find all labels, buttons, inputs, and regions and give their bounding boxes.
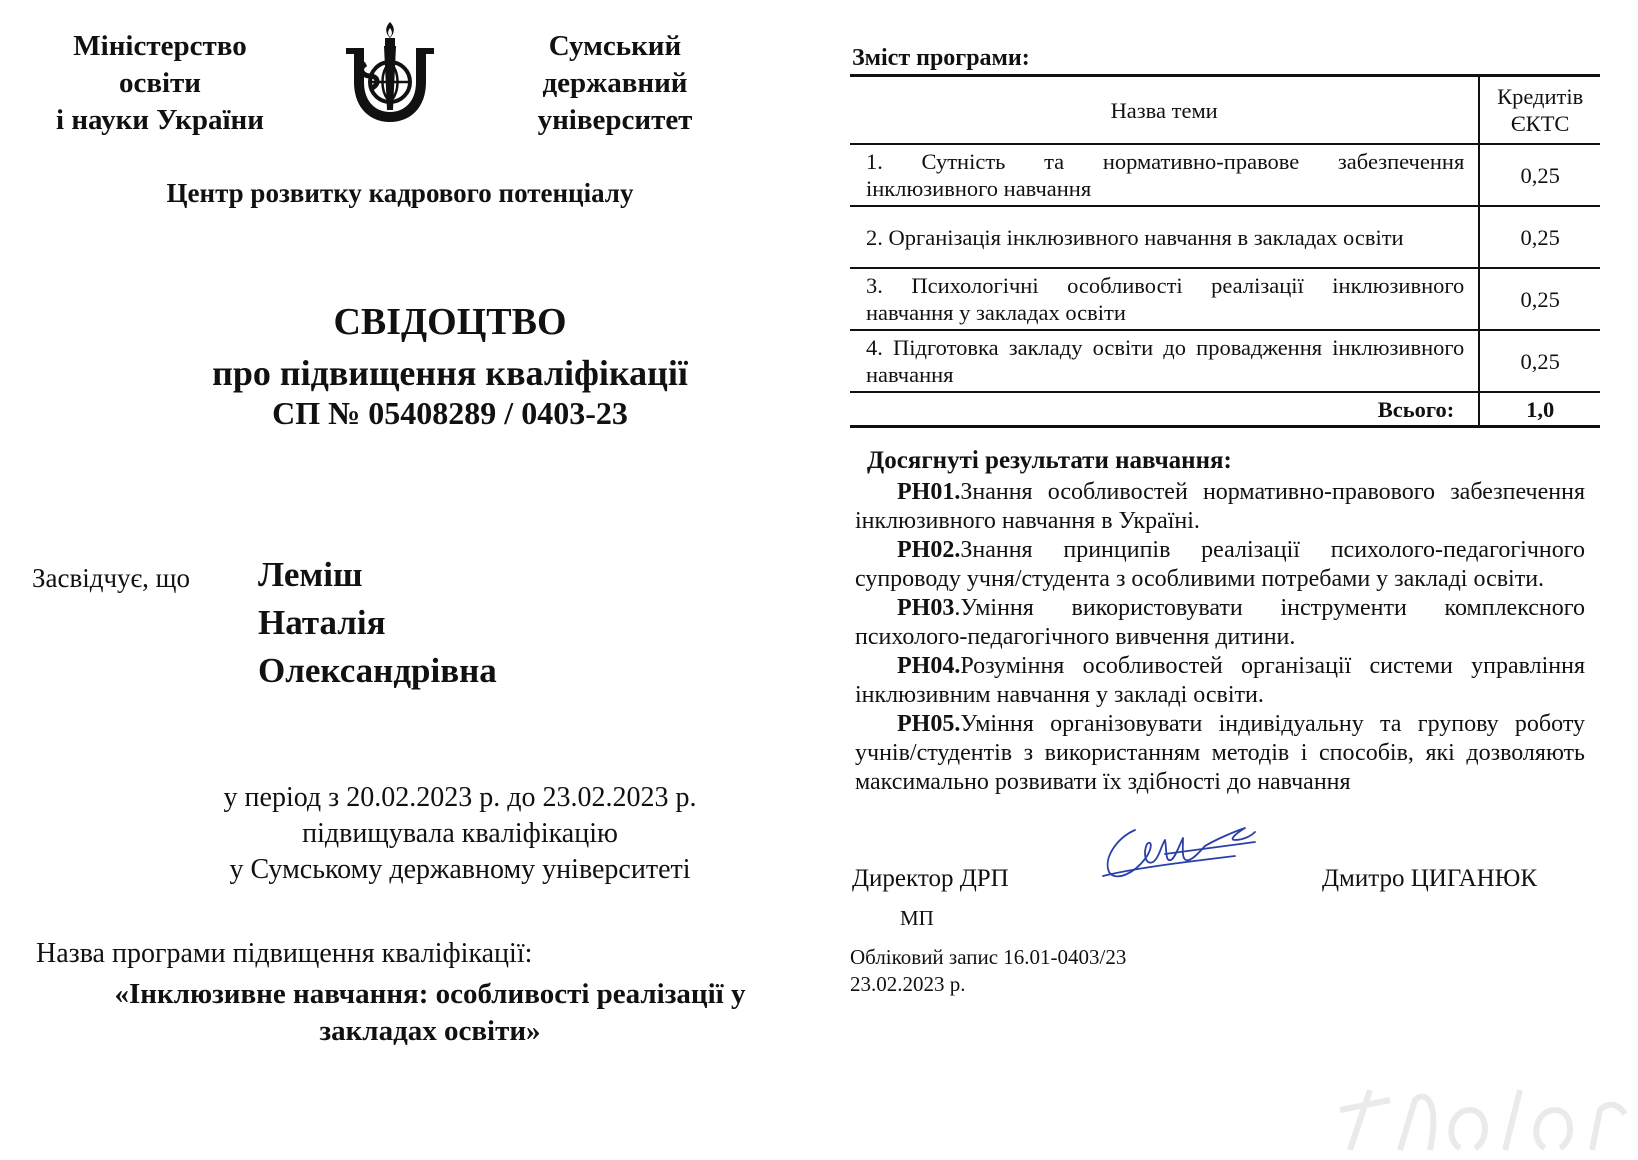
result-code: РН02. bbox=[897, 537, 961, 563]
topic-cell: 1. Сутність та нормативно-правове забезпечення інклюзивного навчання bbox=[850, 144, 1479, 206]
sumdu-torch-logo-icon bbox=[340, 18, 440, 130]
certifies-label: Засвідчує, що bbox=[32, 563, 190, 593]
record-line: Обліковий запис 16.01-0403/23 bbox=[850, 945, 1127, 969]
faint-watermark bbox=[1330, 1070, 1630, 1160]
handwritten-signature bbox=[1095, 810, 1265, 890]
result-code: РН04. bbox=[897, 653, 961, 679]
result-text: Уміння організовувати індивідуальну та групову роботу учнів/студентів з використанням методів і способів, які дозволяють максимально розвивати їх здібності до навчання bbox=[855, 711, 1585, 795]
credits-cell: 0,25 bbox=[1479, 268, 1600, 330]
ministry-name bbox=[30, 28, 290, 139]
column-header-credits bbox=[1479, 76, 1600, 145]
ministry-line: освіти bbox=[118, 67, 202, 99]
university-line: університет bbox=[537, 104, 693, 136]
credits-cell: 0,25 bbox=[1479, 144, 1600, 206]
table-row bbox=[850, 330, 1600, 392]
record-line: 23.02.2023 р. bbox=[850, 972, 966, 996]
university-name bbox=[505, 28, 725, 139]
seal-mark: МП bbox=[900, 906, 934, 930]
results-list bbox=[855, 478, 1585, 797]
result-text: Розуміння особливостей організації системи управління інклюзивним навчання у закладі освіти. bbox=[855, 653, 1585, 708]
program-name-label: Назва програми підвищення кваліфікації: bbox=[36, 938, 533, 969]
holder-first-name: Наталія bbox=[258, 603, 386, 642]
result-code: РН03 bbox=[897, 595, 955, 621]
program-content-label: Зміст програми: bbox=[852, 45, 1030, 71]
holder-surname: Леміш bbox=[258, 555, 363, 594]
university-line: Сумський bbox=[548, 30, 682, 62]
table-row bbox=[850, 144, 1600, 206]
director-name: Дмитро ЦИГАНЮК bbox=[1322, 865, 1538, 892]
total-label: Всього: bbox=[850, 392, 1479, 427]
holder-patronymic: Олександрівна bbox=[258, 651, 497, 690]
period-line: у період з 20.02.2023 р. до 23.02.2023 р. bbox=[223, 782, 697, 813]
result-item bbox=[855, 478, 1585, 536]
program-title-line: закладах освіти» bbox=[319, 1015, 541, 1047]
table-row bbox=[850, 206, 1600, 268]
registration-record bbox=[850, 944, 1126, 998]
credits-header-text: Кредитів ЄКТС bbox=[1497, 84, 1584, 136]
result-code: РН01. bbox=[897, 479, 961, 505]
result-item bbox=[855, 652, 1585, 710]
result-item bbox=[855, 710, 1585, 797]
topic-cell: 4. Підготовка закладу освіти до провадження інклюзивного навчання bbox=[850, 330, 1479, 392]
program-title-line: «Інклюзивне навчання: особливості реалізації у bbox=[114, 978, 746, 1010]
table-row bbox=[850, 268, 1600, 330]
university-line: державний bbox=[542, 67, 688, 99]
credits-cell: 0,25 bbox=[1479, 206, 1600, 268]
table-header-row bbox=[850, 76, 1600, 145]
result-item bbox=[855, 594, 1585, 652]
topic-cell: 3. Психологічні особливості реалізації інклюзивного навчання у закладах освіти bbox=[850, 268, 1479, 330]
program-content-table bbox=[850, 74, 1600, 428]
certificate-subtitle: про підвищення кваліфікації bbox=[212, 353, 688, 393]
result-text: Знання особливостей нормативно-правового забезпечення інклюзивного навчання в Україні. bbox=[855, 479, 1585, 534]
result-code: РН05. bbox=[897, 711, 961, 737]
certificate-title: СВІДОЦТВО bbox=[333, 301, 567, 343]
credits-cell: 0,25 bbox=[1479, 330, 1600, 392]
certificate-number: СП № 05408289 / 0403-23 bbox=[272, 395, 628, 431]
topic-cell: 2. Організація інклюзивного навчання в закладах освіти bbox=[850, 206, 1479, 268]
period-line: у Сумському державному університеті bbox=[229, 854, 691, 885]
director-label: Директор ДРП bbox=[852, 865, 1009, 892]
total-value: 1,0 bbox=[1479, 392, 1600, 427]
results-label: Досягнуті результати навчання: bbox=[867, 447, 1232, 474]
result-text: .Уміння використовувати інструменти комплексного психолого-педагогічного вивчення дитини. bbox=[855, 595, 1585, 650]
centre-name: Центр розвитку кадрового потенціалу bbox=[166, 178, 634, 208]
column-header-topic: Назва теми bbox=[850, 76, 1479, 145]
result-item bbox=[855, 536, 1585, 594]
table-total-row bbox=[850, 392, 1600, 427]
ministry-line: Міністерство bbox=[73, 30, 247, 62]
result-text: Знання принципів реалізації психолого-педагогічного супроводу учня/студента з особливими потребами у закладі освіти. bbox=[855, 537, 1585, 592]
ministry-line: і науки України bbox=[56, 104, 264, 136]
period-line: підвищувала кваліфікацію bbox=[302, 818, 618, 849]
